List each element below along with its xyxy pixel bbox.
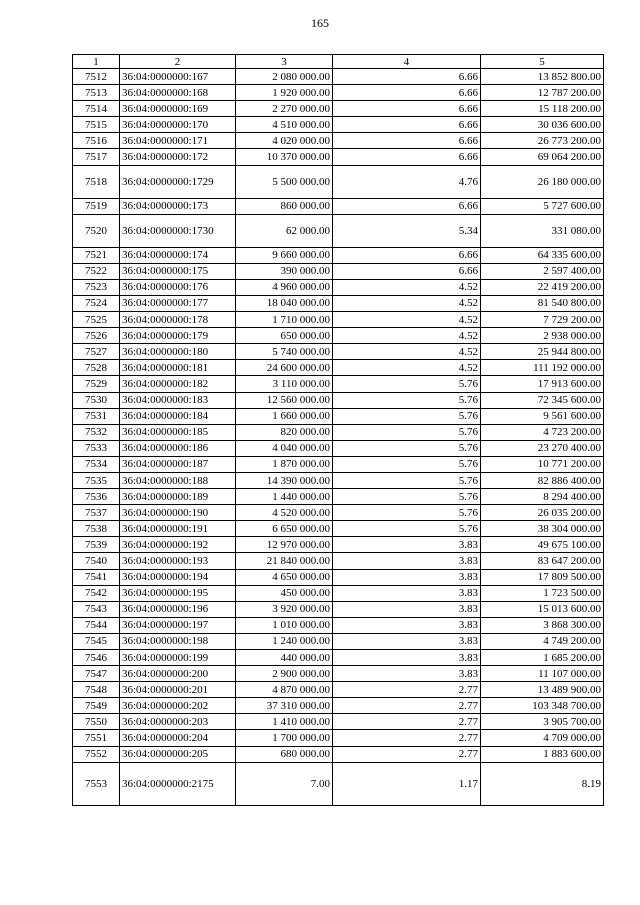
table-row — [73, 214, 604, 247]
row-number-cell: 7550 — [73, 714, 120, 730]
table-row — [73, 456, 604, 472]
table-row — [73, 601, 604, 617]
amount-cell: 1 883 600.00 — [481, 746, 604, 762]
row-number-cell: 7547 — [73, 666, 120, 682]
amount-cell: 5 727 600.00 — [481, 198, 604, 214]
cadastral-number-cell: 36:04:0000000:170 — [120, 117, 236, 133]
row-number-cell: 7534 — [73, 456, 120, 472]
rate-cell: 2.77 — [333, 698, 481, 714]
cadastral-value-cell: 37 310 000.00 — [236, 698, 333, 714]
amount-cell: 30 036 600.00 — [481, 117, 604, 133]
rate-cell: 3.83 — [333, 617, 481, 633]
rate-cell: 2.77 — [333, 714, 481, 730]
table-row — [73, 521, 604, 537]
cadastral-value-cell: 820 000.00 — [236, 424, 333, 440]
rate-cell: 6.66 — [333, 149, 481, 165]
row-number-cell: 7521 — [73, 247, 120, 263]
rate-cell: 3.83 — [333, 633, 481, 649]
cadastral-number-cell: 36:04:0000000:171 — [120, 133, 236, 149]
amount-cell: 4 723 200.00 — [481, 424, 604, 440]
cadastral-value-cell: 6 650 000.00 — [236, 521, 333, 537]
amount-cell: 82 886 400.00 — [481, 472, 604, 488]
rate-cell: 3.83 — [333, 601, 481, 617]
rate-cell: 6.66 — [333, 263, 481, 279]
amount-cell: 17 809 500.00 — [481, 569, 604, 585]
amount-cell: 64 335 600.00 — [481, 247, 604, 263]
table-row — [73, 698, 604, 714]
table-row — [73, 682, 604, 698]
cadastral-number-cell: 36:04:0000000:187 — [120, 456, 236, 472]
row-number-cell: 7533 — [73, 440, 120, 456]
cadastral-number-cell: 36:04:0000000:202 — [120, 698, 236, 714]
amount-cell: 10 771 200.00 — [481, 456, 604, 472]
amount-cell: 2 597 400.00 — [481, 263, 604, 279]
cadastral-number-cell: 36:04:0000000:199 — [120, 650, 236, 666]
table-row — [73, 537, 604, 553]
row-number-cell: 7518 — [73, 165, 120, 198]
row-number-cell: 7542 — [73, 585, 120, 601]
cadastral-value-cell: 1 440 000.00 — [236, 489, 333, 505]
cadastral-number-cell: 36:04:0000000:200 — [120, 666, 236, 682]
rate-cell: 5.76 — [333, 392, 481, 408]
cadastral-value-cell: 3 110 000.00 — [236, 376, 333, 392]
amount-cell: 49 675 100.00 — [481, 537, 604, 553]
cadastral-value-cell: 4 040 000.00 — [236, 440, 333, 456]
cadastral-number-cell: 36:04:0000000:190 — [120, 505, 236, 521]
cadastral-number-cell: 36:04:0000000:185 — [120, 424, 236, 440]
column-header-2: 2 — [120, 55, 236, 69]
table-row — [73, 553, 604, 569]
table-body — [73, 69, 604, 806]
row-number-cell: 7537 — [73, 505, 120, 521]
cadastral-number-cell: 36:04:0000000:175 — [120, 263, 236, 279]
rate-cell: 6.66 — [333, 101, 481, 117]
rate-cell: 6.66 — [333, 85, 481, 101]
row-number-cell: 7516 — [73, 133, 120, 149]
amount-cell: 103 348 700.00 — [481, 698, 604, 714]
rate-cell: 4.52 — [333, 328, 481, 344]
amount-cell: 2 938 000.00 — [481, 328, 604, 344]
table-row — [73, 472, 604, 488]
table-row — [73, 247, 604, 263]
row-number-cell: 7546 — [73, 650, 120, 666]
table-row — [73, 263, 604, 279]
table-row — [73, 360, 604, 376]
cadastral-number-cell: 36:04:0000000:205 — [120, 746, 236, 762]
cadastral-value-cell: 390 000.00 — [236, 263, 333, 279]
column-header-3: 3 — [236, 55, 333, 69]
table-row — [73, 328, 604, 344]
cadastral-value-cell: 650 000.00 — [236, 328, 333, 344]
cadastral-value-cell: 4 650 000.00 — [236, 569, 333, 585]
table-row — [73, 489, 604, 505]
table-row — [73, 376, 604, 392]
cadastral-number-cell: 36:04:0000000:173 — [120, 198, 236, 214]
row-number-cell: 7539 — [73, 537, 120, 553]
amount-cell: 1 723 500.00 — [481, 585, 604, 601]
row-number-cell: 7545 — [73, 633, 120, 649]
rate-cell: 5.76 — [333, 456, 481, 472]
cadastral-number-cell: 36:04:0000000:168 — [120, 85, 236, 101]
row-number-cell: 7531 — [73, 408, 120, 424]
table-row — [73, 392, 604, 408]
row-number-cell: 7541 — [73, 569, 120, 585]
cadastral-number-cell: 36:04:0000000:177 — [120, 295, 236, 311]
rate-cell: 6.66 — [333, 133, 481, 149]
rate-cell: 5.76 — [333, 489, 481, 505]
cadastral-number-cell: 36:04:0000000:1730 — [120, 214, 236, 247]
row-number-cell: 7515 — [73, 117, 120, 133]
table-row — [73, 133, 604, 149]
table-row — [73, 585, 604, 601]
amount-cell: 38 304 000.00 — [481, 521, 604, 537]
cadastral-value-cell: 680 000.00 — [236, 746, 333, 762]
cadastral-value-cell: 4 520 000.00 — [236, 505, 333, 521]
table-row — [73, 650, 604, 666]
table-row — [73, 312, 604, 328]
cadastral-value-cell: 1 870 000.00 — [236, 456, 333, 472]
cadastral-number-cell: 36:04:0000000:197 — [120, 617, 236, 633]
cadastral-number-cell: 36:04:0000000:176 — [120, 279, 236, 295]
table-row — [73, 730, 604, 746]
rate-cell: 1.17 — [333, 762, 481, 805]
cadastral-value-cell: 4 020 000.00 — [236, 133, 333, 149]
cadastral-number-cell: 36:04:0000000:182 — [120, 376, 236, 392]
amount-cell: 1 685 200.00 — [481, 650, 604, 666]
table-header-row — [73, 55, 604, 69]
amount-cell: 9 561 600.00 — [481, 408, 604, 424]
row-number-cell: 7523 — [73, 279, 120, 295]
cadastral-number-cell: 36:04:0000000:192 — [120, 537, 236, 553]
rate-cell: 3.83 — [333, 585, 481, 601]
row-number-cell: 7552 — [73, 746, 120, 762]
rate-cell: 2.77 — [333, 682, 481, 698]
row-number-cell: 7538 — [73, 521, 120, 537]
cadastral-number-cell: 36:04:0000000:204 — [120, 730, 236, 746]
row-number-cell: 7553 — [73, 762, 120, 805]
table-row — [73, 69, 604, 85]
table-row — [73, 569, 604, 585]
row-number-cell: 7522 — [73, 263, 120, 279]
cadastral-value-cell: 4 960 000.00 — [236, 279, 333, 295]
amount-cell: 15 118 200.00 — [481, 101, 604, 117]
rate-cell: 2.77 — [333, 746, 481, 762]
rate-cell: 5.34 — [333, 214, 481, 247]
cadastral-number-cell: 36:04:0000000:188 — [120, 472, 236, 488]
cadastral-number-cell: 36:04:0000000:172 — [120, 149, 236, 165]
table-row — [73, 424, 604, 440]
cadastral-number-cell: 36:04:0000000:167 — [120, 69, 236, 85]
cadastral-number-cell: 36:04:0000000:195 — [120, 585, 236, 601]
cadastral-number-cell: 36:04:0000000:186 — [120, 440, 236, 456]
cadastral-number-cell: 36:04:0000000:174 — [120, 247, 236, 263]
rate-cell: 6.66 — [333, 247, 481, 263]
cadastral-value-cell: 21 840 000.00 — [236, 553, 333, 569]
amount-cell: 13 852 800.00 — [481, 69, 604, 85]
rate-cell: 5.76 — [333, 472, 481, 488]
row-number-cell: 7529 — [73, 376, 120, 392]
rate-cell: 6.66 — [333, 69, 481, 85]
amount-cell: 8.19 — [481, 762, 604, 805]
cadastral-value-cell: 3 920 000.00 — [236, 601, 333, 617]
amount-cell: 23 270 400.00 — [481, 440, 604, 456]
table-row — [73, 85, 604, 101]
cadastral-value-cell: 1 240 000.00 — [236, 633, 333, 649]
rate-cell: 3.83 — [333, 666, 481, 682]
rate-cell: 3.83 — [333, 553, 481, 569]
table-row — [73, 505, 604, 521]
row-number-cell: 7544 — [73, 617, 120, 633]
cadastral-number-cell: 36:04:0000000:194 — [120, 569, 236, 585]
cadastral-number-cell: 36:04:0000000:184 — [120, 408, 236, 424]
cadastral-value-cell: 860 000.00 — [236, 198, 333, 214]
row-number-cell: 7519 — [73, 198, 120, 214]
rate-cell: 4.52 — [333, 360, 481, 376]
table-row — [73, 165, 604, 198]
amount-cell: 81 540 800.00 — [481, 295, 604, 311]
cadastral-number-cell: 36:04:0000000:189 — [120, 489, 236, 505]
cadastral-value-cell: 2 270 000.00 — [236, 101, 333, 117]
cadastral-number-cell: 36:04:0000000:203 — [120, 714, 236, 730]
row-number-cell: 7549 — [73, 698, 120, 714]
amount-cell: 4 749 200.00 — [481, 633, 604, 649]
rate-cell: 4.76 — [333, 165, 481, 198]
cadastral-value-cell: 1 010 000.00 — [236, 617, 333, 633]
rate-cell: 3.83 — [333, 650, 481, 666]
cadastral-value-cell: 1 920 000.00 — [236, 85, 333, 101]
page-number: 165 — [311, 16, 329, 30]
cadastral-number-cell: 36:04:0000000:181 — [120, 360, 236, 376]
row-number-cell: 7524 — [73, 295, 120, 311]
table-row — [73, 295, 604, 311]
row-number-cell: 7514 — [73, 101, 120, 117]
table-row — [73, 633, 604, 649]
rate-cell: 5.76 — [333, 505, 481, 521]
amount-cell: 8 294 400.00 — [481, 489, 604, 505]
cadastral-value-cell: 14 390 000.00 — [236, 472, 333, 488]
row-number-cell: 7536 — [73, 489, 120, 505]
cadastral-value-cell: 12 970 000.00 — [236, 537, 333, 553]
cadastral-value-cell: 4 870 000.00 — [236, 682, 333, 698]
amount-cell: 12 787 200.00 — [481, 85, 604, 101]
table-row — [73, 198, 604, 214]
row-number-cell: 7527 — [73, 344, 120, 360]
cadastral-number-cell: 36:04:0000000:180 — [120, 344, 236, 360]
table-row — [73, 101, 604, 117]
row-number-cell: 7528 — [73, 360, 120, 376]
amount-cell: 69 064 200.00 — [481, 149, 604, 165]
table-row — [73, 714, 604, 730]
row-number-cell: 7548 — [73, 682, 120, 698]
row-number-cell: 7532 — [73, 424, 120, 440]
amount-cell: 83 647 200.00 — [481, 553, 604, 569]
table-row — [73, 117, 604, 133]
table-row — [73, 440, 604, 456]
cadastral-number-cell: 36:04:0000000:179 — [120, 328, 236, 344]
cadastral-value-cell: 18 040 000.00 — [236, 295, 333, 311]
cadastral-value-cell: 12 560 000.00 — [236, 392, 333, 408]
cadastral-number-cell: 36:04:0000000:178 — [120, 312, 236, 328]
rate-cell: 6.66 — [333, 117, 481, 133]
cadastral-value-cell: 7.00 — [236, 762, 333, 805]
amount-cell: 3 905 700.00 — [481, 714, 604, 730]
rate-cell: 5.76 — [333, 521, 481, 537]
cadastral-value-cell: 2 900 000.00 — [236, 666, 333, 682]
row-number-cell: 7530 — [73, 392, 120, 408]
cadastral-value-cell: 9 660 000.00 — [236, 247, 333, 263]
amount-cell: 3 868 300.00 — [481, 617, 604, 633]
amount-cell: 13 489 900.00 — [481, 682, 604, 698]
cadastral-value-cell: 440 000.00 — [236, 650, 333, 666]
registry-table — [72, 54, 604, 806]
amount-cell: 22 419 200.00 — [481, 279, 604, 295]
amount-cell: 331 080.00 — [481, 214, 604, 247]
amount-cell: 11 107 000.00 — [481, 666, 604, 682]
cadastral-number-cell: 36:04:0000000:193 — [120, 553, 236, 569]
row-number-cell: 7520 — [73, 214, 120, 247]
row-number-cell: 7526 — [73, 328, 120, 344]
cadastral-number-cell: 36:04:0000000:2175 — [120, 762, 236, 805]
cadastral-number-cell: 36:04:0000000:198 — [120, 633, 236, 649]
cadastral-value-cell: 5 740 000.00 — [236, 344, 333, 360]
row-number-cell: 7535 — [73, 472, 120, 488]
cadastral-value-cell: 5 500 000.00 — [236, 165, 333, 198]
cadastral-value-cell: 10 370 000.00 — [236, 149, 333, 165]
rate-cell: 5.76 — [333, 408, 481, 424]
rate-cell: 6.66 — [333, 198, 481, 214]
table-row — [73, 149, 604, 165]
table-row — [73, 344, 604, 360]
row-number-cell: 7525 — [73, 312, 120, 328]
table-row — [73, 408, 604, 424]
rate-cell: 5.76 — [333, 376, 481, 392]
table-row — [73, 666, 604, 682]
rate-cell: 2.77 — [333, 730, 481, 746]
cadastral-value-cell: 1 410 000.00 — [236, 714, 333, 730]
rate-cell: 5.76 — [333, 424, 481, 440]
amount-cell: 111 192 000.00 — [481, 360, 604, 376]
rate-cell: 4.52 — [333, 344, 481, 360]
cadastral-number-cell: 36:04:0000000:196 — [120, 601, 236, 617]
amount-cell: 26 035 200.00 — [481, 505, 604, 521]
table-row — [73, 617, 604, 633]
rate-cell: 4.52 — [333, 295, 481, 311]
row-number-cell: 7513 — [73, 85, 120, 101]
cadastral-value-cell: 1 660 000.00 — [236, 408, 333, 424]
row-number-cell: 7517 — [73, 149, 120, 165]
rate-cell: 4.52 — [333, 279, 481, 295]
cadastral-value-cell: 1 700 000.00 — [236, 730, 333, 746]
cadastral-number-cell: 36:04:0000000:201 — [120, 682, 236, 698]
amount-cell: 15 013 600.00 — [481, 601, 604, 617]
row-number-cell: 7540 — [73, 553, 120, 569]
rate-cell: 4.52 — [333, 312, 481, 328]
row-number-cell: 7543 — [73, 601, 120, 617]
column-header-5: 5 — [481, 55, 604, 69]
column-header-1: 1 — [73, 55, 120, 69]
amount-cell: 17 913 600.00 — [481, 376, 604, 392]
rate-cell: 3.83 — [333, 569, 481, 585]
cadastral-value-cell: 2 080 000.00 — [236, 69, 333, 85]
column-header-4: 4 — [333, 55, 481, 69]
amount-cell: 26 180 000.00 — [481, 165, 604, 198]
cadastral-value-cell: 1 710 000.00 — [236, 312, 333, 328]
rate-cell: 3.83 — [333, 537, 481, 553]
cadastral-value-cell: 62 000.00 — [236, 214, 333, 247]
table-row — [73, 746, 604, 762]
amount-cell: 25 944 800.00 — [481, 344, 604, 360]
cadastral-number-cell: 36:04:0000000:1729 — [120, 165, 236, 198]
amount-cell: 72 345 600.00 — [481, 392, 604, 408]
amount-cell: 4 709 000.00 — [481, 730, 604, 746]
row-number-cell: 7512 — [73, 69, 120, 85]
cadastral-value-cell: 4 510 000.00 — [236, 117, 333, 133]
cadastral-number-cell: 36:04:0000000:169 — [120, 101, 236, 117]
amount-cell: 7 729 200.00 — [481, 312, 604, 328]
table-row — [73, 762, 604, 805]
amount-cell: 26 773 200.00 — [481, 133, 604, 149]
rate-cell: 5.76 — [333, 440, 481, 456]
cadastral-number-cell: 36:04:0000000:191 — [120, 521, 236, 537]
table-row — [73, 279, 604, 295]
cadastral-value-cell: 450 000.00 — [236, 585, 333, 601]
cadastral-number-cell: 36:04:0000000:183 — [120, 392, 236, 408]
row-number-cell: 7551 — [73, 730, 120, 746]
cadastral-value-cell: 24 600 000.00 — [236, 360, 333, 376]
